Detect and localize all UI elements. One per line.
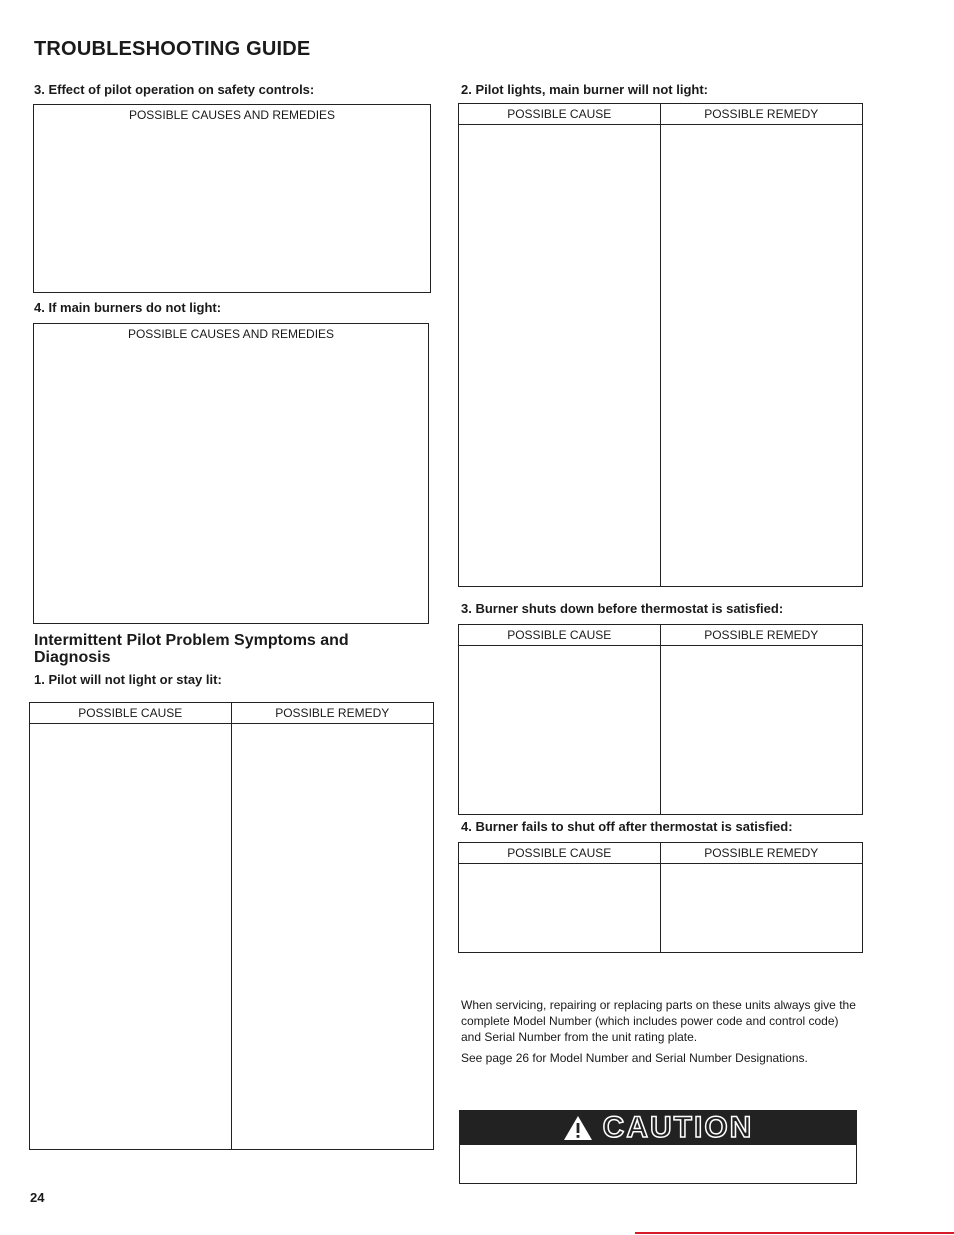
section-4-heading: 4. If main burners do not light: <box>34 300 222 315</box>
remedy-column-header: POSSIBLE REMEDY <box>275 706 390 720</box>
section-4-table-header: POSSIBLE CAUSES AND REMEDIES <box>127 327 335 341</box>
intermittent-item-1-heading: 1. Pilot will not light or stay lit: <box>34 672 222 687</box>
table-header-row <box>30 703 433 724</box>
remedy-column-header: POSSIBLE REMEDY <box>704 628 819 642</box>
right-section-2-heading: 2. Pilot lights, main burner will not light: <box>461 82 708 97</box>
section-3-table <box>33 104 431 293</box>
right-section-4-heading: 4. Burner fails to shut off after thermostat is satisfied: <box>461 819 793 834</box>
cause-column <box>459 864 661 952</box>
remedy-column <box>661 646 863 814</box>
remedy-column-header: POSSIBLE REMEDY <box>704 846 819 860</box>
caution-label: CAUTION <box>602 1111 754 1144</box>
see-page-note: See page 26 for Model Number and Serial Number Designations. <box>461 1051 808 1065</box>
section-3-table-header: POSSIBLE CAUSES AND REMEDIES <box>128 108 336 122</box>
table-header-row <box>459 104 862 125</box>
right-section-2-table <box>458 103 863 587</box>
cause-column-header: POSSIBLE CAUSE <box>30 703 232 723</box>
remedy-column <box>232 724 434 1149</box>
remedy-column-header: POSSIBLE REMEDY <box>704 107 819 121</box>
section-3-heading: 3. Effect of pilot operation on safety controls: <box>34 82 315 97</box>
cause-column-header: POSSIBLE CAUSE <box>459 625 661 645</box>
table-body <box>459 864 862 952</box>
page-title: TROUBLESHOOTING GUIDE <box>34 38 311 60</box>
footer-accent-rule <box>635 1232 954 1234</box>
intermittent-pilot-title: Intermittent Pilot Problem Symptoms and Diagnosis <box>34 632 349 666</box>
service-note: When servicing, repairing or replacing parts on these units always give the complete Model Number (which includes power code and control code) and Serial Number from the unit rating plate. <box>461 998 856 1044</box>
caution-bar <box>460 1111 856 1145</box>
right-section-4-table <box>458 842 863 953</box>
table-header-row <box>459 625 862 646</box>
caution-box <box>459 1110 857 1184</box>
table-body <box>30 724 433 1149</box>
table-body <box>459 646 862 814</box>
cause-column <box>459 646 661 814</box>
cause-column <box>30 724 232 1149</box>
cause-column-header: POSSIBLE CAUSE <box>459 843 661 863</box>
remedy-column <box>661 864 863 952</box>
page-number: 24 <box>30 1190 45 1205</box>
remedy-column <box>661 125 863 586</box>
cause-column <box>459 125 661 586</box>
warning-triangle-icon <box>563 1115 593 1141</box>
right-section-3-heading: 3. Burner shuts down before thermostat is satisfied: <box>461 601 784 616</box>
table-body <box>459 125 862 586</box>
intermittent-item-1-table <box>29 702 434 1150</box>
cause-column-header: POSSIBLE CAUSE <box>459 104 661 124</box>
right-section-3-table <box>458 624 863 815</box>
section-4-table <box>33 323 429 624</box>
table-header-row <box>459 843 862 864</box>
